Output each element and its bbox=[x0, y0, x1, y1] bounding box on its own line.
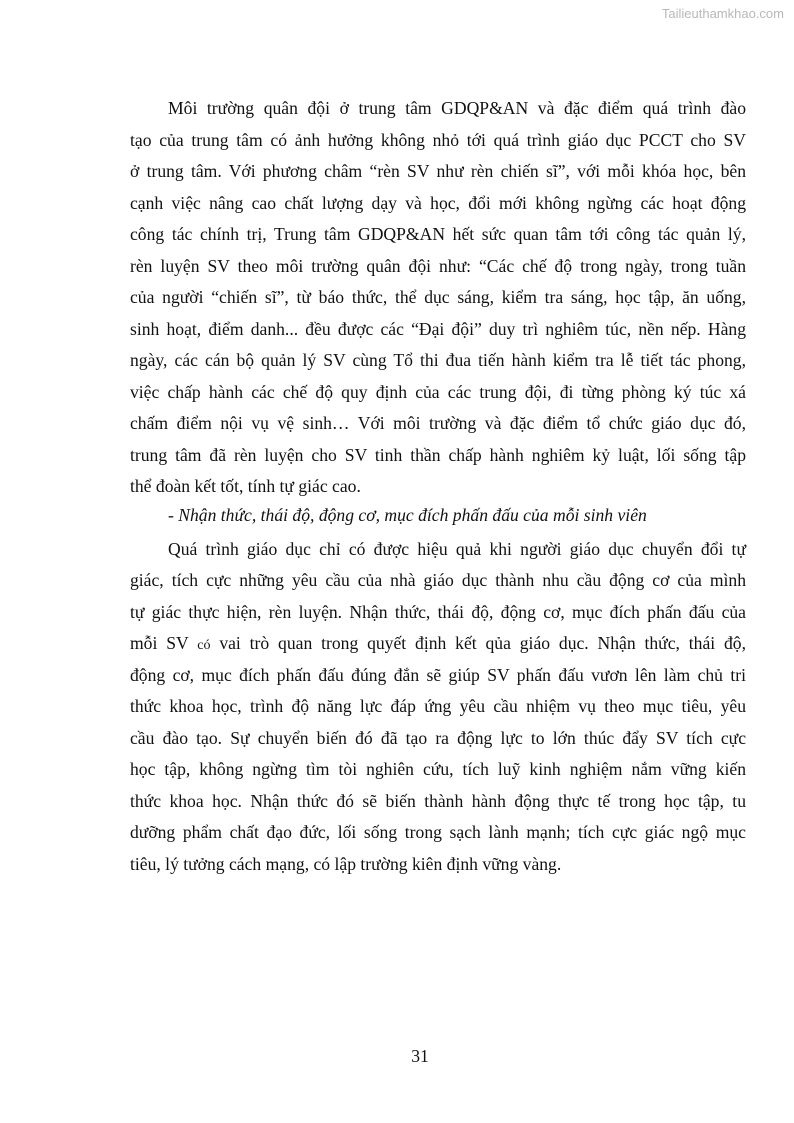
subheading: - Nhận thức, thái độ, động cơ, mục đích phấn đấu của mỗi sinh viên bbox=[168, 504, 647, 525]
text-line: ngày, các cán bộ quản lý SV cùng Tổ thi đua tiến hành kiểm tra lễ tiết tác phong, bbox=[130, 350, 746, 370]
paragraph-2 bbox=[130, 534, 746, 881]
text-line: trung tâm đã rèn luyện cho SV tinh thần chấp hành nghiêm kỷ luật, lối sống tập bbox=[130, 444, 746, 465]
text-line bbox=[130, 628, 746, 660]
text-line: tự giác thực hiện, rèn luyện. Nhận thức, thái độ, động cơ, mục đích phấn đấu của bbox=[130, 601, 746, 622]
watermark: Tailieuthamkhao.com bbox=[661, 6, 784, 21]
text-line: Môi trường quân đội ở trung tâm GDQP&AN và đặc điểm quá trình đào bbox=[168, 98, 746, 118]
text-line: tiêu, lý tưởng cách mạng, có lập trường kiên định vững vàng. bbox=[130, 853, 562, 874]
text-line: dưỡng phẩm chất đạo đức, lối sống trong sạch lành mạnh; tích cực giác ngộ mục bbox=[130, 822, 746, 842]
text-line: thức khoa học, trình độ năng lực đáp ứng yêu cầu nhiệm vụ theo mục tiêu, yêu bbox=[130, 696, 746, 716]
text-line: giác, tích cực những yêu cầu của nhà giáo dục thành nhu cầu động cơ của mình bbox=[130, 570, 746, 590]
text-line: Quá trình giáo dục chỉ có được hiệu quả khi người giáo dục chuyển đổi tự bbox=[168, 538, 746, 559]
paragraph-1 bbox=[130, 93, 746, 503]
text-line: cầu đào tạo. Sự chuyển biến đó đã tạo ra động lực to lớn thúc đẩy SV tích cực bbox=[130, 727, 746, 748]
text-fragment: vai trò quan trong quyết định kết qủa giáo dục. Nhận thức, thái độ, bbox=[210, 633, 747, 653]
text-line: thức khoa học. Nhận thức đó sẽ biến thành hành động thực tế trong học tập, tu bbox=[130, 790, 746, 811]
page-number: 31 bbox=[411, 1046, 429, 1066]
text-line: việc chấp hành các chế độ quy định của các trung đội, đi từng phòng ký túc xá bbox=[130, 381, 746, 402]
text-fragment: mỗi SV bbox=[130, 633, 198, 653]
text-line: chấm điểm nội vụ vệ sinh… Với môi trường và đặc điểm tổ chức giáo dục đó, bbox=[130, 413, 746, 433]
text-line: công tác chính trị, Trung tâm GDQP&AN hết sức quan tâm tới công tác quản lý, bbox=[130, 224, 746, 244]
text-line: của người “chiến sĩ”, từ báo thức, thể dục sáng, kiểm tra sáng, học tập, ăn uống, bbox=[130, 287, 746, 307]
text-line: rèn luyện SV theo môi trường quân đội như: “Các chế độ trong ngày, trong tuần bbox=[130, 255, 746, 276]
text-line: ở trung tâm. Với phương châm “rèn SV như rèn chiến sĩ”, với mỗi khóa học, bên bbox=[130, 161, 746, 181]
text-fragment-small: có bbox=[197, 638, 211, 653]
text-line: động cơ, mục đích phấn đấu đúng đắn sẽ giúp SV phấn đấu vươn lên làm chủ tri bbox=[130, 664, 746, 685]
text-line: cạnh việc nâng cao chất lượng dạy và học, đổi mới không ngừng các hoạt động bbox=[130, 192, 746, 213]
document-body bbox=[130, 93, 746, 880]
text-line: tạo của trung tâm có ảnh hưởng không nhỏ tới quá trình giáo dục PCCT cho SV bbox=[130, 129, 746, 150]
text-line: sinh hoạt, điểm danh... đều được các “Đại đội” duy trì nghiêm túc, nền nếp. Hàng bbox=[130, 318, 746, 339]
text-line: học tập, không ngừng tìm tòi nghiên cứu, tích luỹ kinh nghiệm nắm vững kiến bbox=[130, 759, 746, 779]
text-line: thể đoàn kết tốt, tính tự giác cao. bbox=[130, 476, 361, 496]
